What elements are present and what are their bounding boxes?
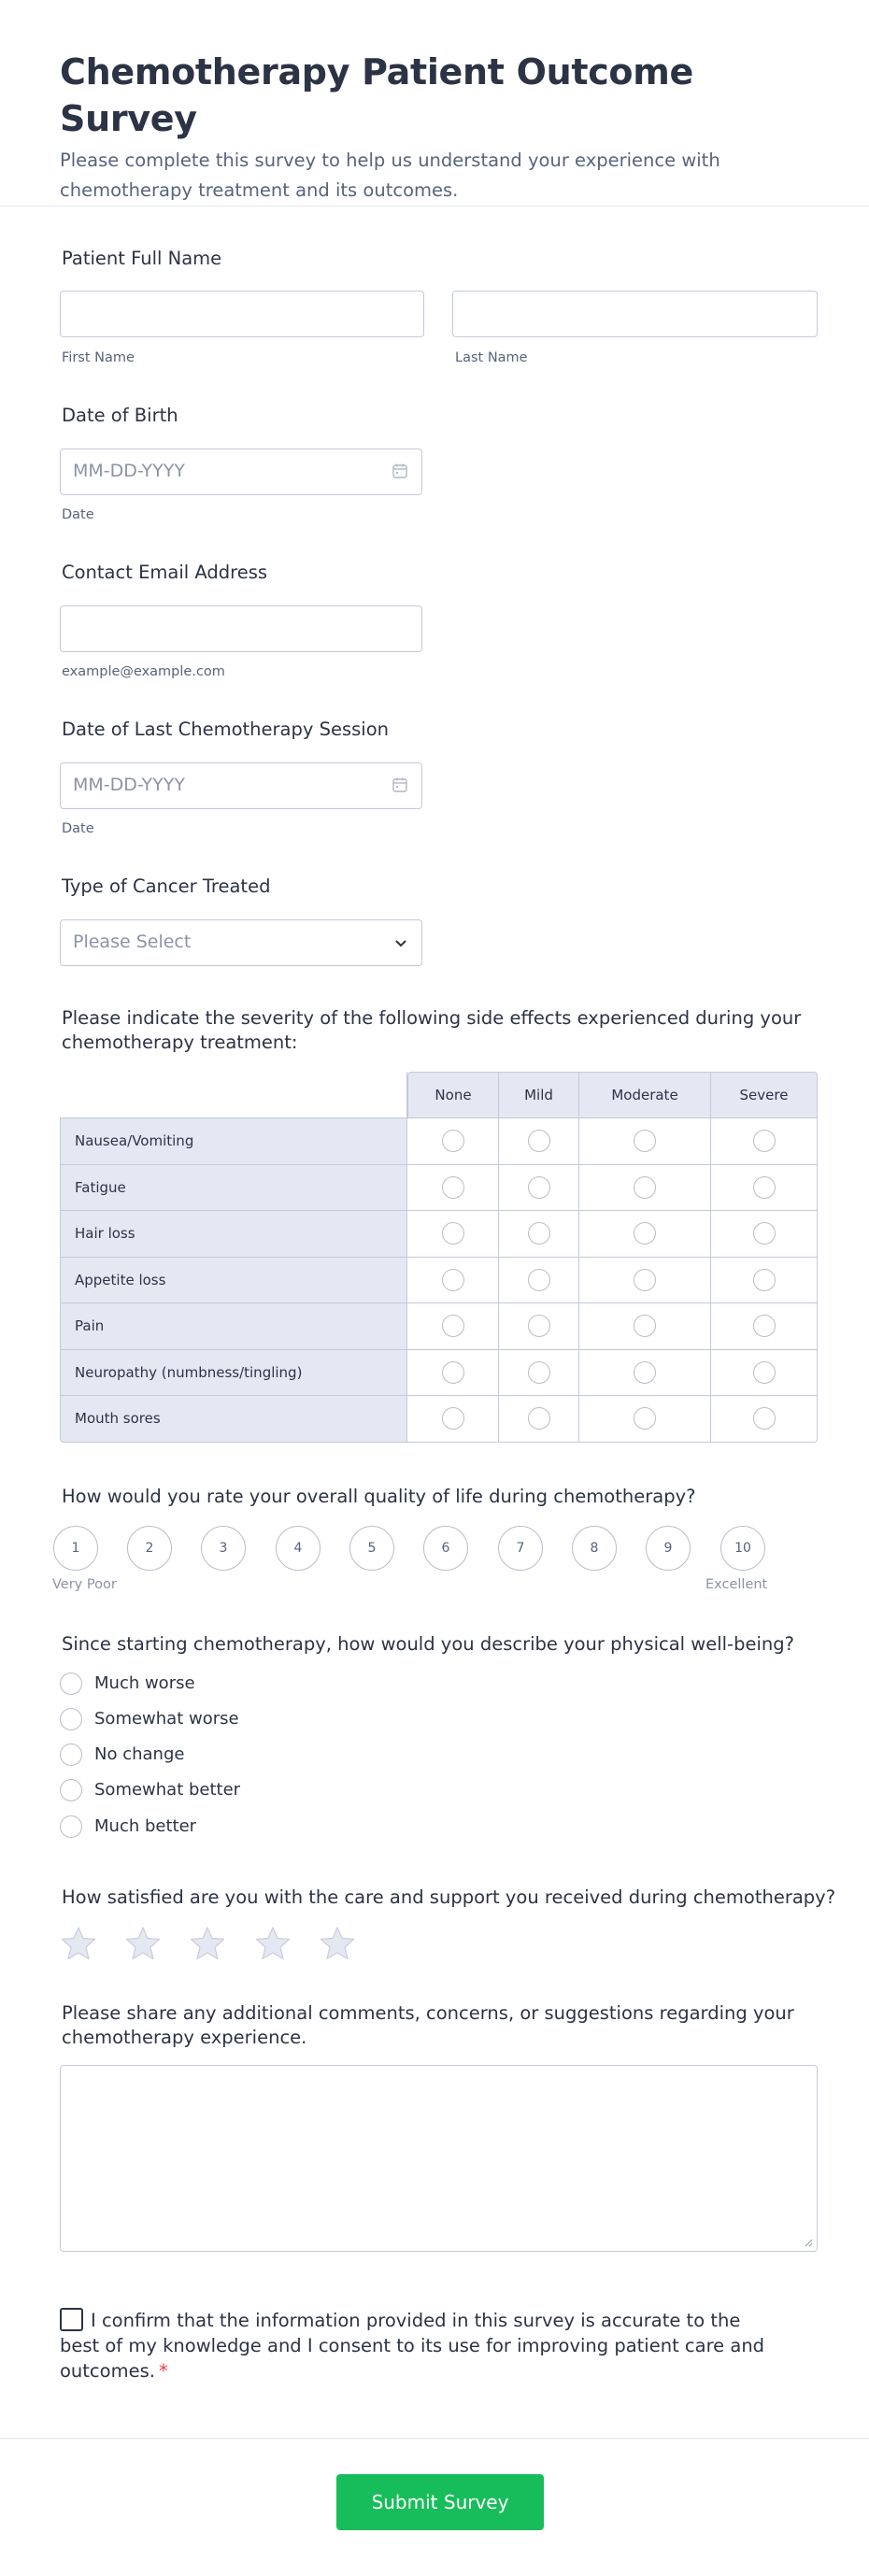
matrix-cell <box>711 1165 818 1212</box>
matrix-cell <box>499 1350 579 1397</box>
scale-low-label: Very Poor <box>52 1577 117 1592</box>
matrix-radio[interactable] <box>442 1176 464 1199</box>
matrix-radio[interactable] <box>442 1222 464 1245</box>
scale-option[interactable]: 6 <box>423 1526 468 1571</box>
matrix-col-mild: Mild <box>499 1072 579 1118</box>
wellbeing-radio[interactable] <box>60 1815 82 1838</box>
matrix-radio[interactable] <box>753 1176 776 1199</box>
dob-input[interactable] <box>60 448 422 495</box>
wellbeing-radio[interactable] <box>60 1743 82 1766</box>
wellbeing-radio[interactable] <box>60 1708 82 1730</box>
matrix-radio[interactable] <box>753 1315 776 1337</box>
dob-placeholder: MM-DD-YYYY <box>73 461 185 481</box>
consent-checkbox[interactable] <box>60 2308 83 2331</box>
first-name-input[interactable] <box>60 291 424 337</box>
matrix-row-label: Neuropathy (numbness/tingling) <box>60 1350 407 1397</box>
matrix-radio[interactable] <box>528 1407 550 1430</box>
matrix-row-label: Mouth sores <box>60 1396 407 1443</box>
form-description: Please complete this survey to help us understand your experience with chemotherapy treatment and its outcomes. <box>60 149 720 201</box>
wellbeing-option-label: Much better <box>94 1816 197 1836</box>
matrix-radio[interactable] <box>634 1222 656 1245</box>
matrix-cell <box>407 1211 499 1258</box>
email-sublabel: example@example.com <box>62 664 225 679</box>
cancer-type-select[interactable] <box>60 919 422 966</box>
matrix-cell <box>499 1303 579 1350</box>
matrix-row <box>60 1258 818 1304</box>
last-session-label: Date of Last Chemotherapy Session <box>62 719 390 740</box>
matrix-radio[interactable] <box>442 1130 464 1152</box>
scale-option[interactable]: 1 <box>53 1526 98 1571</box>
matrix-radio[interactable] <box>528 1130 550 1152</box>
calendar-icon[interactable] <box>392 776 408 793</box>
matrix-corner <box>60 1072 407 1118</box>
matrix-cell <box>579 1350 711 1397</box>
matrix-row <box>60 1350 818 1397</box>
matrix-radio[interactable] <box>753 1130 776 1152</box>
star-icon[interactable] <box>319 1925 356 1962</box>
form-title: Chemotherapy Patient Outcome Survey <box>60 51 693 139</box>
matrix-row-label: Pain <box>60 1303 407 1350</box>
wellbeing-radio[interactable] <box>60 1779 82 1801</box>
matrix-cell <box>407 1303 499 1350</box>
matrix-radio[interactable] <box>528 1269 550 1291</box>
scale-option[interactable]: 4 <box>276 1526 321 1571</box>
matrix-radio[interactable] <box>634 1176 656 1199</box>
matrix-cell <box>711 1211 818 1258</box>
matrix-cell <box>499 1258 579 1304</box>
last-name-sublabel: Last Name <box>455 350 528 365</box>
matrix-row-label: Nausea/Vomiting <box>60 1118 407 1165</box>
matrix-radio[interactable] <box>634 1269 656 1291</box>
matrix-radio[interactable] <box>442 1407 464 1430</box>
star-icon[interactable] <box>60 1925 97 1962</box>
matrix-row-label: Fatigue <box>60 1165 407 1212</box>
matrix-row <box>60 1396 818 1443</box>
matrix-col-none: None <box>407 1072 499 1118</box>
side-effects-matrix <box>60 1072 818 1443</box>
matrix-radio[interactable] <box>753 1222 776 1245</box>
matrix-radio[interactable] <box>528 1361 550 1384</box>
matrix-row <box>60 1165 818 1212</box>
comments-label: Please share any additional comments, concerns, or suggestions regarding your chemotherapy experience. <box>62 2002 794 2048</box>
matrix-col-severe: Severe <box>711 1072 818 1118</box>
matrix-cell <box>499 1165 579 1212</box>
scale-option[interactable]: 2 <box>127 1526 172 1571</box>
matrix-radio[interactable] <box>634 1407 656 1430</box>
wellbeing-label: Since starting chemotherapy, how would you describe your physical well-being? <box>62 1633 794 1655</box>
matrix-cell <box>711 1258 818 1304</box>
last-name-input[interactable] <box>452 291 818 337</box>
matrix-cell <box>579 1303 711 1350</box>
matrix-radio[interactable] <box>442 1269 464 1291</box>
form-header <box>0 0 869 206</box>
matrix-radio[interactable] <box>442 1361 464 1384</box>
matrix-radio[interactable] <box>528 1315 550 1337</box>
matrix-row <box>60 1118 818 1165</box>
matrix-radio[interactable] <box>753 1407 776 1430</box>
matrix-cell <box>711 1350 818 1397</box>
scale-option[interactable]: 9 <box>646 1526 691 1571</box>
scale-option[interactable]: 8 <box>572 1526 617 1571</box>
matrix-radio[interactable] <box>634 1361 656 1384</box>
matrix-row <box>60 1303 818 1350</box>
matrix-cell <box>711 1303 818 1350</box>
matrix-cell <box>499 1118 579 1165</box>
calendar-icon[interactable] <box>392 463 408 479</box>
cancer-type-label: Type of Cancer Treated <box>62 875 271 897</box>
scale-option[interactable]: 3 <box>201 1526 246 1571</box>
matrix-radio[interactable] <box>634 1315 656 1337</box>
matrix-col-moderate: Moderate <box>579 1072 711 1118</box>
scale-option[interactable]: 5 <box>349 1526 394 1571</box>
submit-button[interactable]: Submit Survey <box>336 2474 544 2530</box>
comments-textarea[interactable] <box>60 2065 818 2252</box>
consent-text: I confirm that the information provided in this survey is accurate to the best of my knowledge and I consent to its use for improving patient care and outcomes. <box>60 2310 765 2382</box>
matrix-cell <box>711 1396 818 1443</box>
last-session-input[interactable] <box>60 762 422 809</box>
star-icon[interactable] <box>189 1925 226 1962</box>
email-input[interactable] <box>60 605 422 652</box>
wellbeing-option-label: No change <box>94 1744 185 1764</box>
matrix-cell <box>407 1165 499 1212</box>
matrix-radio[interactable] <box>634 1130 656 1152</box>
dob-sublabel: Date <box>62 507 94 522</box>
consent-block <box>60 2308 770 2384</box>
matrix-cell <box>407 1118 499 1165</box>
matrix-row-label: Hair loss <box>60 1211 407 1258</box>
last-session-sublabel: Date <box>62 821 94 836</box>
form-footer <box>0 2438 869 2576</box>
scale-option[interactable]: 10 <box>720 1526 765 1571</box>
matrix-radio[interactable] <box>753 1269 776 1291</box>
resize-grip-icon[interactable] <box>804 2238 813 2247</box>
matrix-cell <box>579 1211 711 1258</box>
cancer-type-placeholder: Please Select <box>73 932 192 952</box>
matrix-radio[interactable] <box>753 1361 776 1384</box>
matrix-cell <box>579 1396 711 1443</box>
side-effects-label: Please indicate the severity of the following side effects experienced during your chemotherapy treatment: <box>62 1007 802 1053</box>
matrix-cell <box>579 1165 711 1212</box>
matrix-cell <box>407 1396 499 1443</box>
scale-high-label: Excellent <box>705 1577 768 1592</box>
matrix-cell <box>407 1350 499 1397</box>
matrix-row-label: Appetite loss <box>60 1258 407 1304</box>
matrix-radio[interactable] <box>528 1176 550 1199</box>
matrix-cell <box>499 1211 579 1258</box>
chevron-down-icon <box>393 935 408 950</box>
matrix-radio[interactable] <box>528 1222 550 1245</box>
matrix-radio[interactable] <box>442 1315 464 1337</box>
wellbeing-option-label: Somewhat better <box>94 1780 241 1800</box>
scale-option[interactable]: 7 <box>498 1526 543 1571</box>
matrix-cell <box>579 1118 711 1165</box>
matrix-cell <box>499 1396 579 1443</box>
star-icon[interactable] <box>124 1925 162 1962</box>
matrix-row <box>60 1211 818 1258</box>
matrix-cell <box>711 1118 818 1165</box>
required-mark: * <box>158 2360 168 2382</box>
quality-label: How would you rate your overall quality of life during chemotherapy? <box>62 1486 696 1507</box>
satisfaction-label: How satisfied are you with the care and support you received during chemotherapy? <box>62 1886 836 1908</box>
last-session-placeholder: MM-DD-YYYY <box>73 775 185 795</box>
email-label: Contact Email Address <box>62 562 268 583</box>
wellbeing-option-label: Much worse <box>94 1673 195 1693</box>
first-name-sublabel: First Name <box>62 350 135 365</box>
wellbeing-option-label: Somewhat worse <box>94 1709 239 1729</box>
matrix-cell <box>407 1258 499 1304</box>
name-label: Patient Full Name <box>62 248 222 269</box>
dob-label: Date of Birth <box>62 405 178 426</box>
star-icon[interactable] <box>254 1925 292 1962</box>
wellbeing-radio[interactable] <box>60 1672 82 1695</box>
matrix-cell <box>579 1258 711 1304</box>
